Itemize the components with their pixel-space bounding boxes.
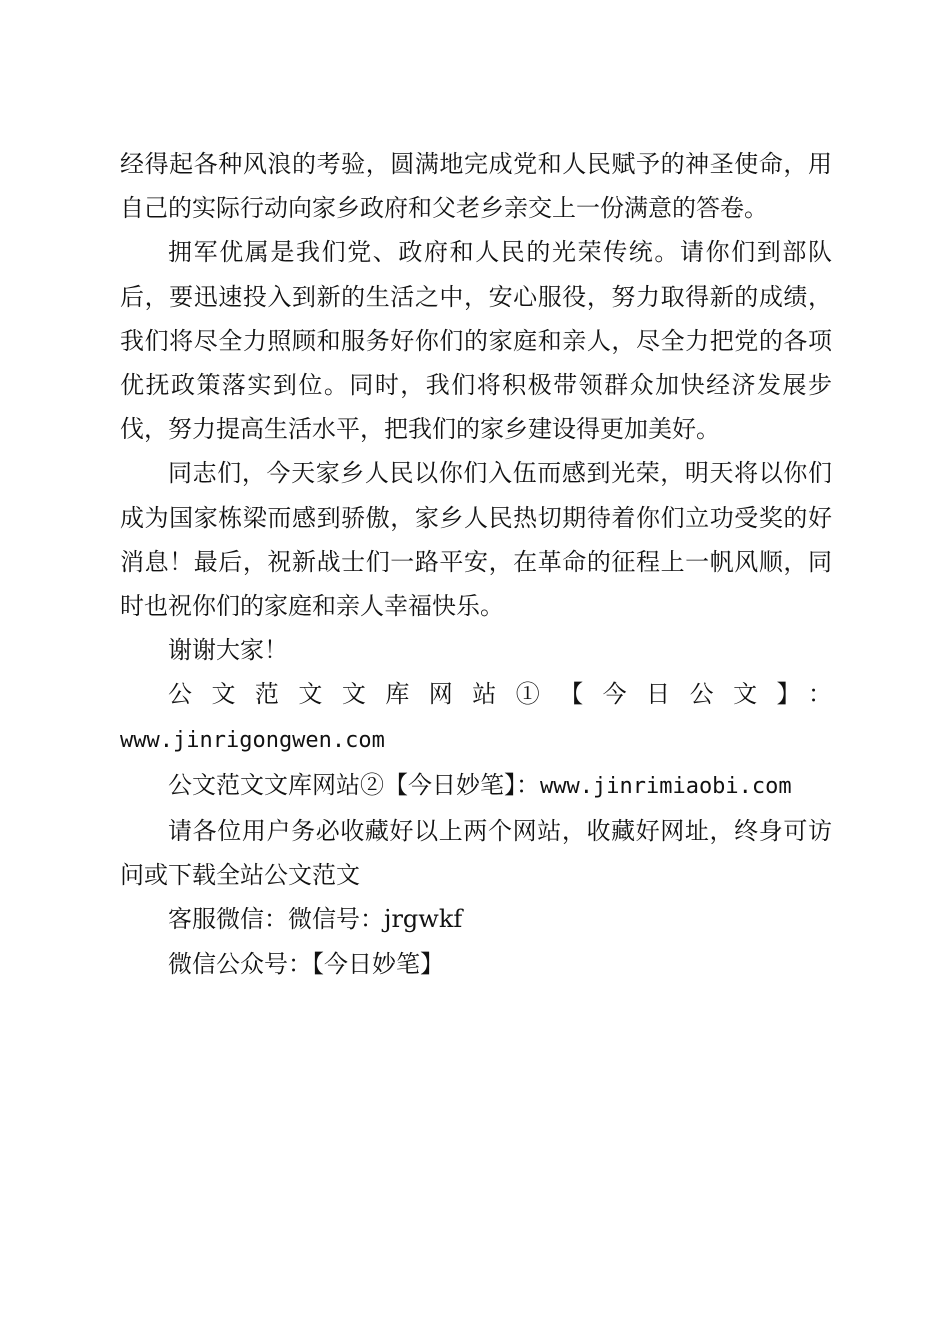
paragraph-3: 同志们，今天家乡人民以你们入伍而感到光荣，明天将以你们成为国家栋梁而感到骄傲，家乡人民热切期待着你们立功受奖的好消息！最后，祝新战士们一路平安，在革命的征程上一帆风顺，同时也祝你们的家庭和亲人幸福快乐。 (120, 459, 832, 621)
paragraph-2: 拥军优属是我们党、政府和人民的光荣传统。请你们到部队后，要迅速投入到新的生活之中，安心服役，努力取得新的成绩，我们将尽全力照顾和服务好你们的家庭和亲人，尽全力把党的各项优抚政策落实到位。同时，我们将积极带领群众加快经济发展步伐，努力提高生活水平，把我们的家乡建设得更加美好。 (120, 238, 832, 444)
paragraph-1: 经得起各种风浪的考验，圆满地完成党和人民赋予的神圣使命，用自己的实际行动向家乡政府和父老乡亲交上一份满意的答卷。 (120, 150, 832, 223)
service-wechat: 客服微信：微信号：jrgwkf (168, 905, 463, 934)
site1-url: www.jinrigongwen.com (120, 727, 385, 753)
notice-paragraph: 请各位用户务必收藏好以上两个网站，收藏好网址，终身可访问或下载全站公文范文 (120, 817, 832, 890)
site1-label: 公文范文文库网站①【今日公文】： (168, 680, 832, 709)
site2-line (120, 763, 832, 809)
site2-label: 公文范文文库网站②【今日妙笔】： (168, 770, 540, 799)
paragraph-thanks: 谢谢大家！ (168, 636, 288, 665)
site1-url-line (120, 717, 832, 763)
official-account: 微信公众号：【今日妙笔】 (168, 949, 444, 978)
document-page (120, 142, 832, 986)
site2-url: www.jinrimiaobi.com (540, 773, 792, 799)
